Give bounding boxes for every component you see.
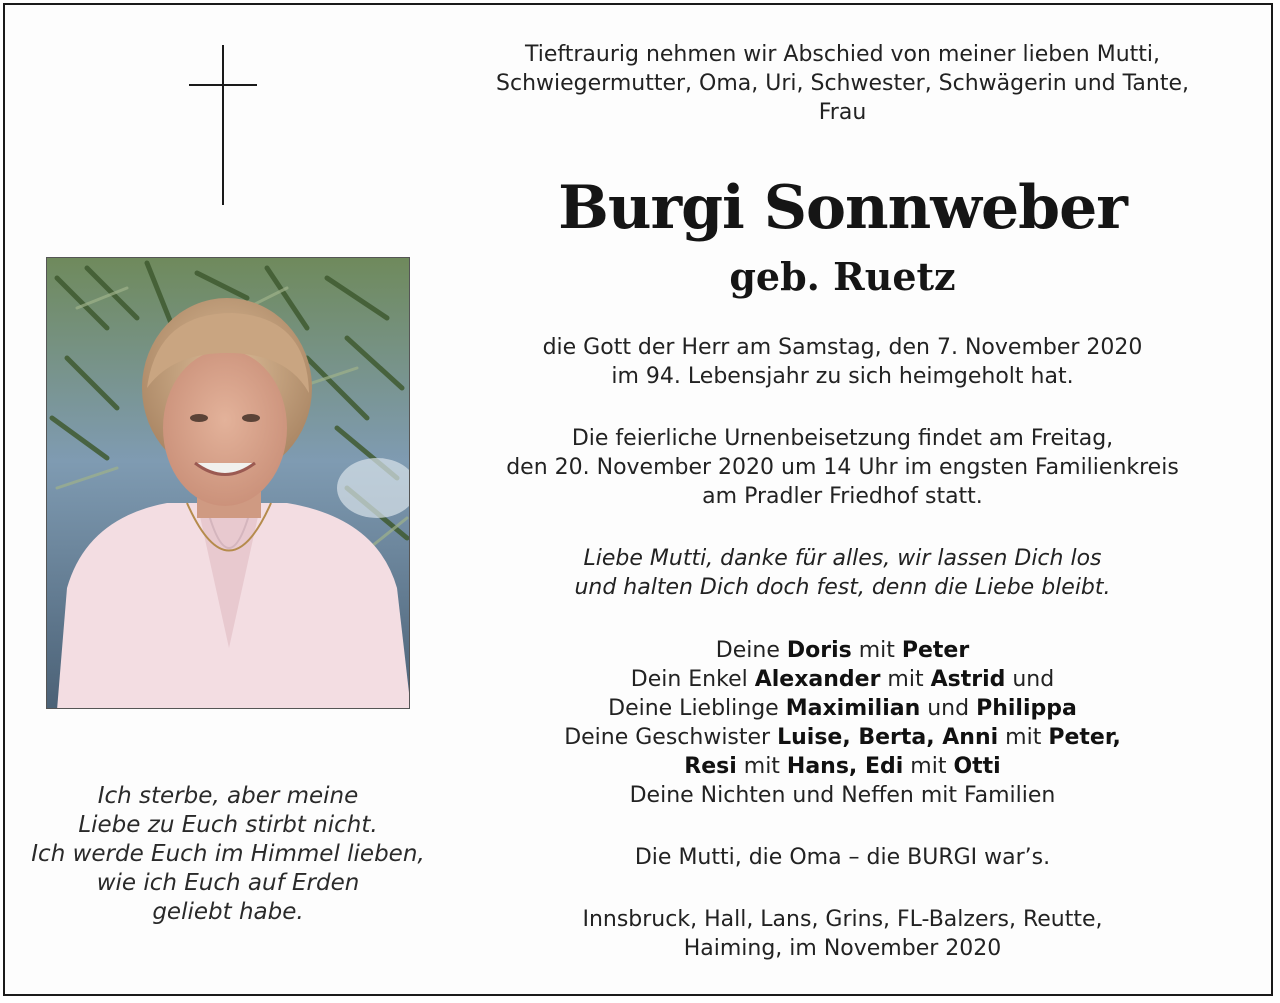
maiden-name: geb. Ruetz	[729, 254, 956, 299]
intro-text	[470, 40, 1215, 127]
portrait-photo	[46, 257, 410, 709]
mourner-name: Doris	[786, 638, 852, 663]
burial-line: den 20. November 2020 um 14 Uhr im engsten Familienkreis	[506, 455, 1179, 480]
mourner-text: mit	[851, 638, 902, 663]
mourner-name: Peter,	[1048, 725, 1121, 750]
mourner-name: Philippa	[976, 696, 1077, 721]
intro-line: Tieftraurig nehmen wir Abschied von meiner lieben Mutti,	[524, 42, 1161, 67]
place-line: Haiming, im November 2020	[683, 936, 1002, 961]
mourner-text: und	[1005, 667, 1055, 692]
mourner-text: Deine Geschwister	[564, 725, 778, 750]
mourner-row: Deine Nichten und Neffen mit Familien	[629, 783, 1056, 808]
mourner-name: Peter	[901, 638, 970, 663]
death-notice	[470, 333, 1215, 391]
mourner-name: Resi	[684, 754, 737, 779]
memorial-poem	[0, 782, 456, 927]
cross-icon	[189, 45, 259, 205]
mourner-row	[470, 752, 1215, 781]
poem-line: geliebt habe.	[152, 899, 304, 925]
mourner-name: Hans, Edi	[786, 754, 904, 779]
death-notice-line: im 94. Lebensjahr zu sich heimgeholt hat.	[611, 364, 1074, 389]
mourner-text: Deine Lieblinge	[608, 696, 786, 721]
mourner-text: Deine	[715, 638, 787, 663]
mourner-text: mit	[998, 725, 1049, 750]
mourner-name: Luise, Berta, Anni	[777, 725, 999, 750]
mourner-text: mit	[903, 754, 954, 779]
mourner-name: Otti	[953, 754, 1001, 779]
mourner-text: Dein Enkel	[630, 667, 755, 692]
poem-line: Ich werde Euch im Himmel lieben,	[31, 841, 425, 867]
mourner-row	[470, 694, 1215, 723]
mourner-name: Alexander	[754, 667, 881, 692]
burial-info	[470, 424, 1215, 511]
tagline	[470, 843, 1215, 872]
poem-line: wie ich Euch auf Erden	[96, 870, 360, 896]
deceased-name: Burgi Sonnweber	[558, 173, 1127, 243]
mourner-text: mit	[880, 667, 931, 692]
quote-line: Liebe Mutti, danke für alles, wir lassen Dich los	[583, 546, 1102, 571]
mourner-row	[470, 723, 1215, 752]
poem-line: Liebe zu Euch stirbt nicht.	[78, 812, 378, 838]
mourner-row	[470, 665, 1215, 694]
intro-line: Frau	[818, 100, 867, 125]
mourner-row	[470, 636, 1215, 665]
place-date	[470, 905, 1215, 963]
poem-line: Ich sterbe, aber meine	[97, 783, 359, 809]
intro-line: Schwiegermutter, Oma, Uri, Schwester, Schwägerin und Tante,	[496, 71, 1189, 96]
burial-line: Die feierliche Urnenbeisetzung findet am Freitag,	[571, 426, 1114, 451]
tagline-text: Die Mutti, die Oma – die BURGI war’s.	[634, 845, 1051, 870]
quote-line: und halten Dich doch fest, denn die Liebe bleibt.	[574, 575, 1111, 600]
death-notice-line: die Gott der Herr am Samstag, den 7. November 2020	[542, 335, 1143, 360]
mourners-list	[470, 636, 1215, 810]
mourner-name: Astrid	[930, 667, 1006, 692]
burial-line: am Pradler Friedhof statt.	[702, 484, 983, 509]
family-quote	[470, 544, 1215, 602]
place-line: Innsbruck, Hall, Lans, Grins, FL-Balzers, Reutte,	[582, 907, 1103, 932]
mourner-text: und	[920, 696, 977, 721]
mourner-name: Maximilian	[785, 696, 921, 721]
mourner-text: mit	[736, 754, 787, 779]
